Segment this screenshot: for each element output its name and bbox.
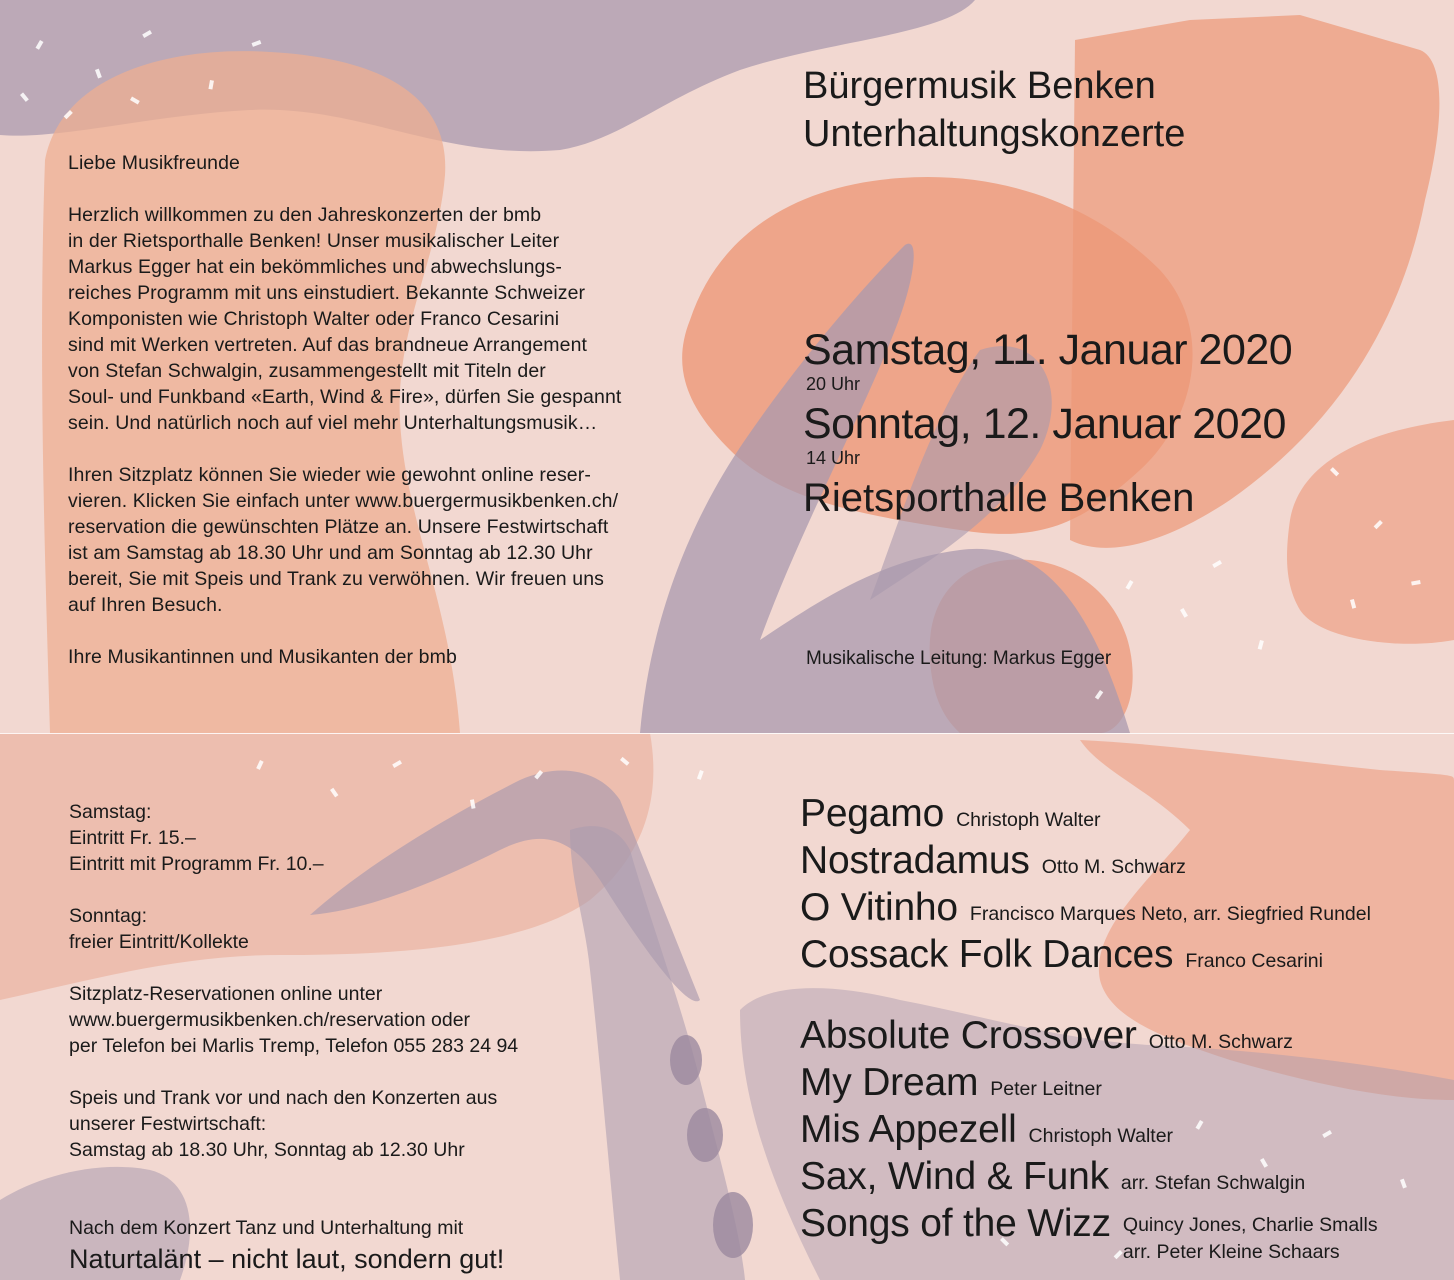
sax-key-2 bbox=[687, 1108, 723, 1162]
piece-title: Sax, Wind & Funk bbox=[800, 1155, 1109, 1198]
fold-divider bbox=[0, 733, 1454, 734]
piece-composer: Francisco Marques Neto, arr. Siegfried Rundel bbox=[969, 903, 1371, 925]
program-item bbox=[800, 1106, 1440, 1153]
piece-title: Mis Appezell bbox=[800, 1108, 1017, 1151]
program-item bbox=[800, 884, 1440, 931]
peach-blob-right-mid bbox=[1287, 420, 1454, 644]
info-sunday: Sonntag: freier Eintritt/Kollekte bbox=[69, 905, 249, 953]
info-dance bbox=[69, 1189, 689, 1280]
piece-composer: Quincy Jones, Charlie Smalls bbox=[1122, 1214, 1378, 1236]
time-sunday: 14 Uhr bbox=[806, 448, 861, 468]
letter-paragraph-1: Herzlich willkommen zu den Jahreskonzerten der bmb in der Rietsporthalle Benken! Unser musikalischer Leiter Markus Egger hat ein bekömmliches und abwechslungs- reiches Programm mit uns einstudiert. Bekannte Schweizer Komponisten wie Christoph Walter oder Franco Cesarini sind mit Werken vertreten. Auf das brandneue Arrangement von Stefan Schwalgin, zusammengestellt mit Titeln der Soul- und Funkband «Earth, Wind & Fire», dürfen Sie gespannt sein. Und natürlich noch auf viel mehr Unterhaltungsmusik… bbox=[68, 204, 622, 434]
piece-composer: Franco Cesarini bbox=[1185, 950, 1323, 972]
piece-title: Pegamo bbox=[800, 792, 945, 835]
program-part-1 bbox=[800, 790, 1440, 978]
piece-composer: Otto M. Schwarz bbox=[1041, 856, 1186, 878]
letter-paragraph-2: Ihren Sitzplatz können Sie wieder wie gewohnt online reser- vieren. Klicken Sie einfach unter www.buergermusikbenken.ch/ reservation die gewünschten Plätze an. Unsere Festwirtschaft ist am Samstag ab 18.30 Uhr und am Sonntag ab 12.30 Uhr bereit, Sie mit Speis und Trank zu verwöhnen. Wir freuen uns auf Ihren Besuch. bbox=[68, 464, 619, 616]
program-item bbox=[800, 931, 1440, 978]
concert-dates bbox=[803, 326, 1292, 522]
ticket-info bbox=[69, 799, 689, 1280]
venue: Rietsporthalle Benken bbox=[803, 476, 1195, 520]
piece-title: Absolute Crossover bbox=[800, 1014, 1137, 1057]
info-saturday: Samstag: Eintritt Fr. 15.– Eintritt mit Programm Fr. 10.– bbox=[69, 801, 324, 875]
piece-title: Songs of the Wizz bbox=[800, 1202, 1111, 1245]
program-part-2 bbox=[800, 1012, 1440, 1274]
letter-greeting: Liebe Musikfreunde bbox=[68, 152, 240, 174]
info-food: Speis und Trank vor und nach den Konzerten aus unserer Festwirtschaft: Samstag ab 18.30 Uhr, Sonntag ab 12.30 Uhr bbox=[69, 1087, 498, 1161]
sax-key-3 bbox=[713, 1192, 753, 1258]
title-line-2: Unterhaltungskonzerte bbox=[803, 113, 1186, 155]
piece-title: My Dream bbox=[800, 1061, 979, 1104]
program-item bbox=[800, 790, 1440, 837]
piece-composer: arr. Stefan Schwalgin bbox=[1120, 1172, 1306, 1194]
piece-composer: Otto M. Schwarz bbox=[1148, 1031, 1293, 1053]
program-item bbox=[800, 837, 1440, 884]
welcome-letter bbox=[68, 150, 708, 696]
info-band: Naturtalänt – nicht laut, sondern gut! bbox=[69, 1244, 505, 1274]
piece-title: O Vitinho bbox=[800, 886, 958, 929]
program-item bbox=[800, 1012, 1440, 1059]
flyer-title bbox=[803, 62, 1185, 158]
piece-composer: Christoph Walter bbox=[1028, 1125, 1174, 1147]
program-item bbox=[800, 1059, 1440, 1106]
letter-closing: Ihre Musikantinnen und Musikanten der bmb bbox=[68, 646, 457, 668]
date-sunday: Sonntag, 12. Januar 2020 bbox=[803, 400, 1286, 448]
piece-composer-block bbox=[1123, 1200, 1378, 1266]
piece-arranger: arr. Peter Kleine Schaars bbox=[1122, 1241, 1340, 1263]
time-saturday: 20 Uhr bbox=[806, 374, 861, 394]
piece-composer: Peter Leitner bbox=[990, 1078, 1102, 1100]
program-item bbox=[800, 1153, 1440, 1200]
concert-program bbox=[800, 790, 1440, 1280]
program-item bbox=[800, 1200, 1440, 1274]
conductor-line: Musikalische Leitung: Markus Egger bbox=[806, 648, 1112, 669]
piece-composer: Christoph Walter bbox=[956, 809, 1101, 831]
info-reservation: Sitzplatz-Reservationen online unter www.buergermusikbenken.ch/reservation oder per Telefon bei Marlis Tremp, Telefon 055 283 24 94 bbox=[69, 983, 519, 1057]
piece-title: Cossack Folk Dances bbox=[800, 933, 1174, 976]
info-dance-intro: Nach dem Konzert Tanz und Unterhaltung mit bbox=[69, 1217, 464, 1239]
date-saturday: Samstag, 11. Januar 2020 bbox=[803, 326, 1293, 374]
piece-title: Nostradamus bbox=[800, 839, 1030, 882]
title-line-1: Bürgermusik Benken bbox=[803, 65, 1156, 107]
